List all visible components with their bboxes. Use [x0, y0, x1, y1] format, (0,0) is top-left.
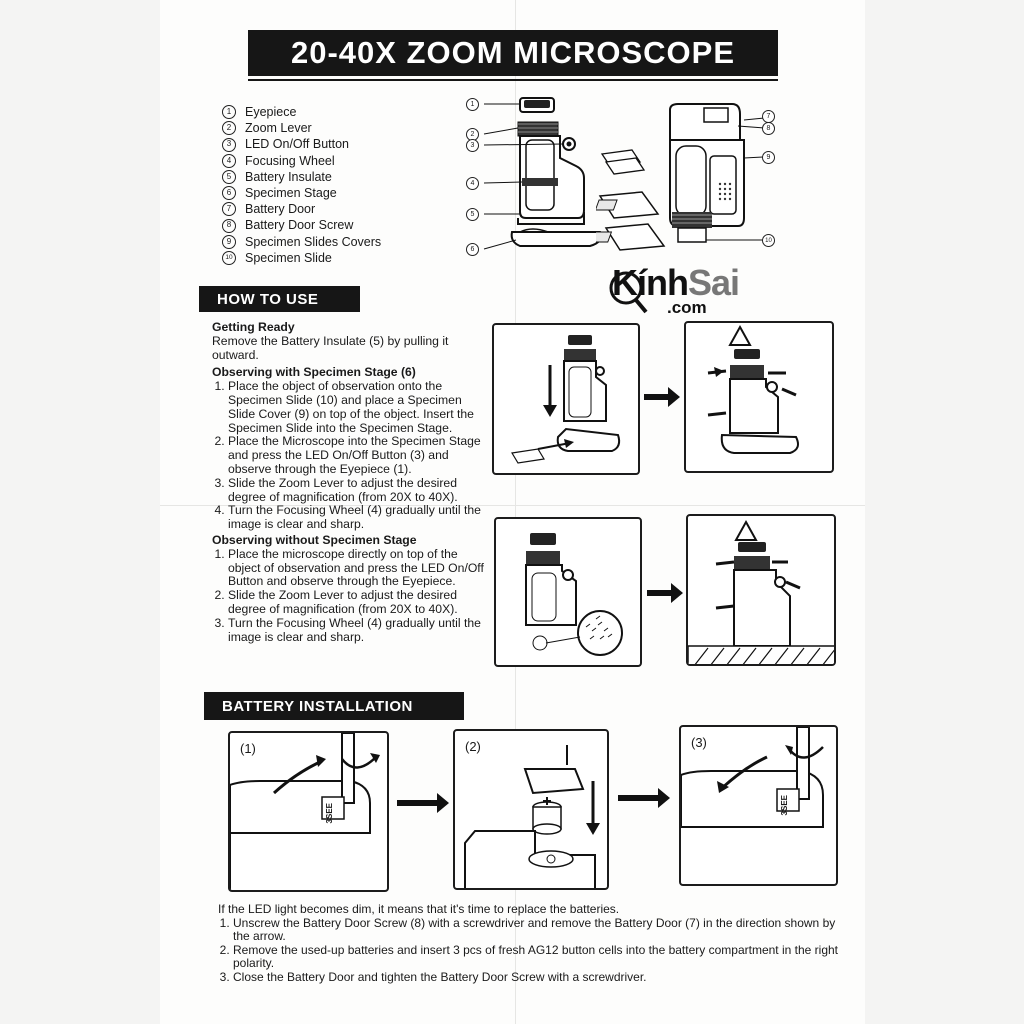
battery-step: 2. Remove the used-up batteries and insert 3 pcs of fresh AG12 button cells into the battery compartment in the right polarity. — [233, 944, 848, 971]
battery-steps — [218, 917, 848, 985]
with-stage-step: 3. Slide the Zoom Lever to adjust the desired degree of magnification (from 20X to 40X). — [228, 477, 487, 505]
part-item — [222, 153, 381, 169]
part-label: Focusing Wheel — [245, 153, 335, 168]
part-item — [222, 136, 381, 152]
insert-stage-illustration — [494, 325, 640, 475]
logo-main-text: Kính — [612, 262, 688, 303]
part-number: 2 — [222, 121, 236, 135]
callout-led-button: 3 — [466, 139, 479, 152]
callout-specimen-slide: 10 — [762, 234, 775, 247]
battery-installation-heading: BATTERY INSTALLATION — [204, 692, 464, 720]
battery-intro: If the LED light becomes dim, it means that it's time to replace the batteries. — [218, 902, 620, 916]
part-number: 5 — [222, 170, 236, 184]
arrow-right-icon — [645, 581, 685, 605]
usage-panel-adjust-on-stage — [684, 321, 834, 473]
callout-battery-door: 7 — [762, 110, 775, 123]
part-item — [222, 169, 381, 185]
battery-step-3-panel — [679, 725, 838, 886]
replace-batteries-illustration — [455, 731, 609, 890]
without-stage-title: Observing without Specimen Stage — [212, 532, 417, 547]
part-label: LED On/Off Button — [245, 137, 349, 152]
kinhsai-logo — [612, 262, 740, 317]
with-stage-steps — [212, 380, 487, 532]
battery-door-mark: 3SEE — [780, 795, 789, 816]
with-stage-step: 1. Place the object of observation onto the Specimen Slide (10) and place a Specimen Slide Cover (9) on top of the object. Insert the Specimen Slide into the Specimen Stage. — [228, 380, 487, 435]
usage-panel-insert-stage — [492, 323, 640, 475]
with-stage-step: 2. Place the Microscope into the Specimen Stage and press the LED On/Off Button (3) and observe through the Eyepiece (1). — [228, 435, 487, 476]
parts-list — [222, 104, 381, 266]
arrow-right-icon — [642, 385, 682, 409]
callout-focusing-wheel: 4 — [466, 177, 479, 190]
callout-battery-insulate: 5 — [466, 208, 479, 221]
battery-step-label: (1) — [240, 741, 256, 756]
logo-accent-text: Sai — [687, 262, 740, 303]
battery-step-1-panel — [228, 731, 389, 892]
battery-instructions — [218, 903, 848, 984]
callout-battery-door-screw: 8 — [762, 122, 775, 135]
with-stage-step: 4. Turn the Focusing Wheel (4) gradually until the image is clear and sharp. — [228, 504, 487, 532]
part-item — [222, 201, 381, 217]
part-item — [222, 250, 381, 266]
callout-slide-covers: 9 — [762, 151, 775, 164]
part-number: 4 — [222, 154, 236, 168]
part-number: 10 — [222, 251, 236, 265]
part-item — [222, 104, 381, 120]
callout-zoom-lever: 2 — [466, 128, 479, 141]
without-stage-step: 2. Slide the Zoom Lever to adjust the desired degree of magnification (from 20X to 40X). — [228, 589, 487, 617]
page-title: 20-40X ZOOM MICROSCOPE — [248, 30, 778, 76]
unscrew-door-illustration — [230, 733, 389, 892]
part-number: 1 — [222, 105, 236, 119]
battery-step-label: (2) — [465, 739, 481, 754]
logo-domain-text: .com — [667, 298, 707, 317]
adjust-on-stage-illustration — [686, 323, 834, 473]
part-label: Specimen Slide — [245, 250, 332, 265]
battery-step: 1. Unscrew the Battery Door Screw (8) with a screwdriver and remove the Battery Door (7) in the direction shown by the arrow. — [233, 917, 848, 944]
arrow-right-icon — [395, 791, 451, 815]
part-item — [222, 120, 381, 136]
callout-eyepiece: 1 — [466, 98, 479, 111]
part-number: 8 — [222, 219, 236, 233]
battery-door-mark: 3SEE — [325, 803, 334, 824]
battery-step: 3. Close the Battery Door and tighten the Battery Door Screw with a screwdriver. — [233, 971, 848, 985]
how-to-use-text — [212, 321, 487, 644]
part-item — [222, 234, 381, 250]
usage-panel-adjust-on-object — [686, 514, 836, 666]
part-item — [222, 185, 381, 201]
with-stage-title: Observing with Specimen Stage (6) — [212, 365, 416, 380]
part-label: Specimen Slides Covers — [245, 234, 382, 249]
part-number: 9 — [222, 235, 236, 249]
part-label: Eyepiece — [245, 105, 297, 119]
part-label: Battery Door — [245, 202, 316, 217]
microscope-rear-diagram — [660, 100, 780, 260]
battery-step-2-panel — [453, 729, 609, 890]
getting-ready-text: Remove the Battery Insulate (5) by pulling it outward. — [212, 333, 449, 362]
magnifier-icon — [608, 270, 648, 314]
part-label: Specimen Stage — [245, 186, 337, 201]
usage-panel-place-on-object — [494, 517, 642, 667]
part-label: Battery Door Screw — [245, 218, 354, 233]
close-door-illustration — [681, 727, 838, 886]
title-underline — [248, 79, 778, 81]
arrow-right-icon — [616, 786, 672, 810]
part-item — [222, 217, 381, 233]
part-number: 3 — [222, 138, 236, 152]
adjust-on-object-illustration — [688, 516, 836, 666]
without-stage-steps — [212, 548, 487, 645]
place-on-object-illustration — [496, 519, 642, 667]
part-number: 7 — [222, 202, 236, 216]
part-label: Battery Insulate — [245, 169, 332, 184]
battery-step-label: (3) — [691, 735, 707, 750]
part-number: 6 — [222, 186, 236, 200]
without-stage-step: 3. Turn the Focusing Wheel (4) gradually until the image is clear and sharp. — [228, 617, 487, 645]
how-to-use-heading: HOW TO USE — [199, 286, 360, 312]
part-label: Zoom Lever — [245, 121, 312, 136]
callout-specimen-stage: 6 — [466, 243, 479, 256]
without-stage-step: 1. Place the microscope directly on top of the object of observation and press the LED On/Off Button and observe through the Eyepiece. — [228, 548, 487, 589]
getting-ready-title: Getting Ready — [212, 320, 295, 334]
microscope-front-diagram — [460, 92, 610, 272]
